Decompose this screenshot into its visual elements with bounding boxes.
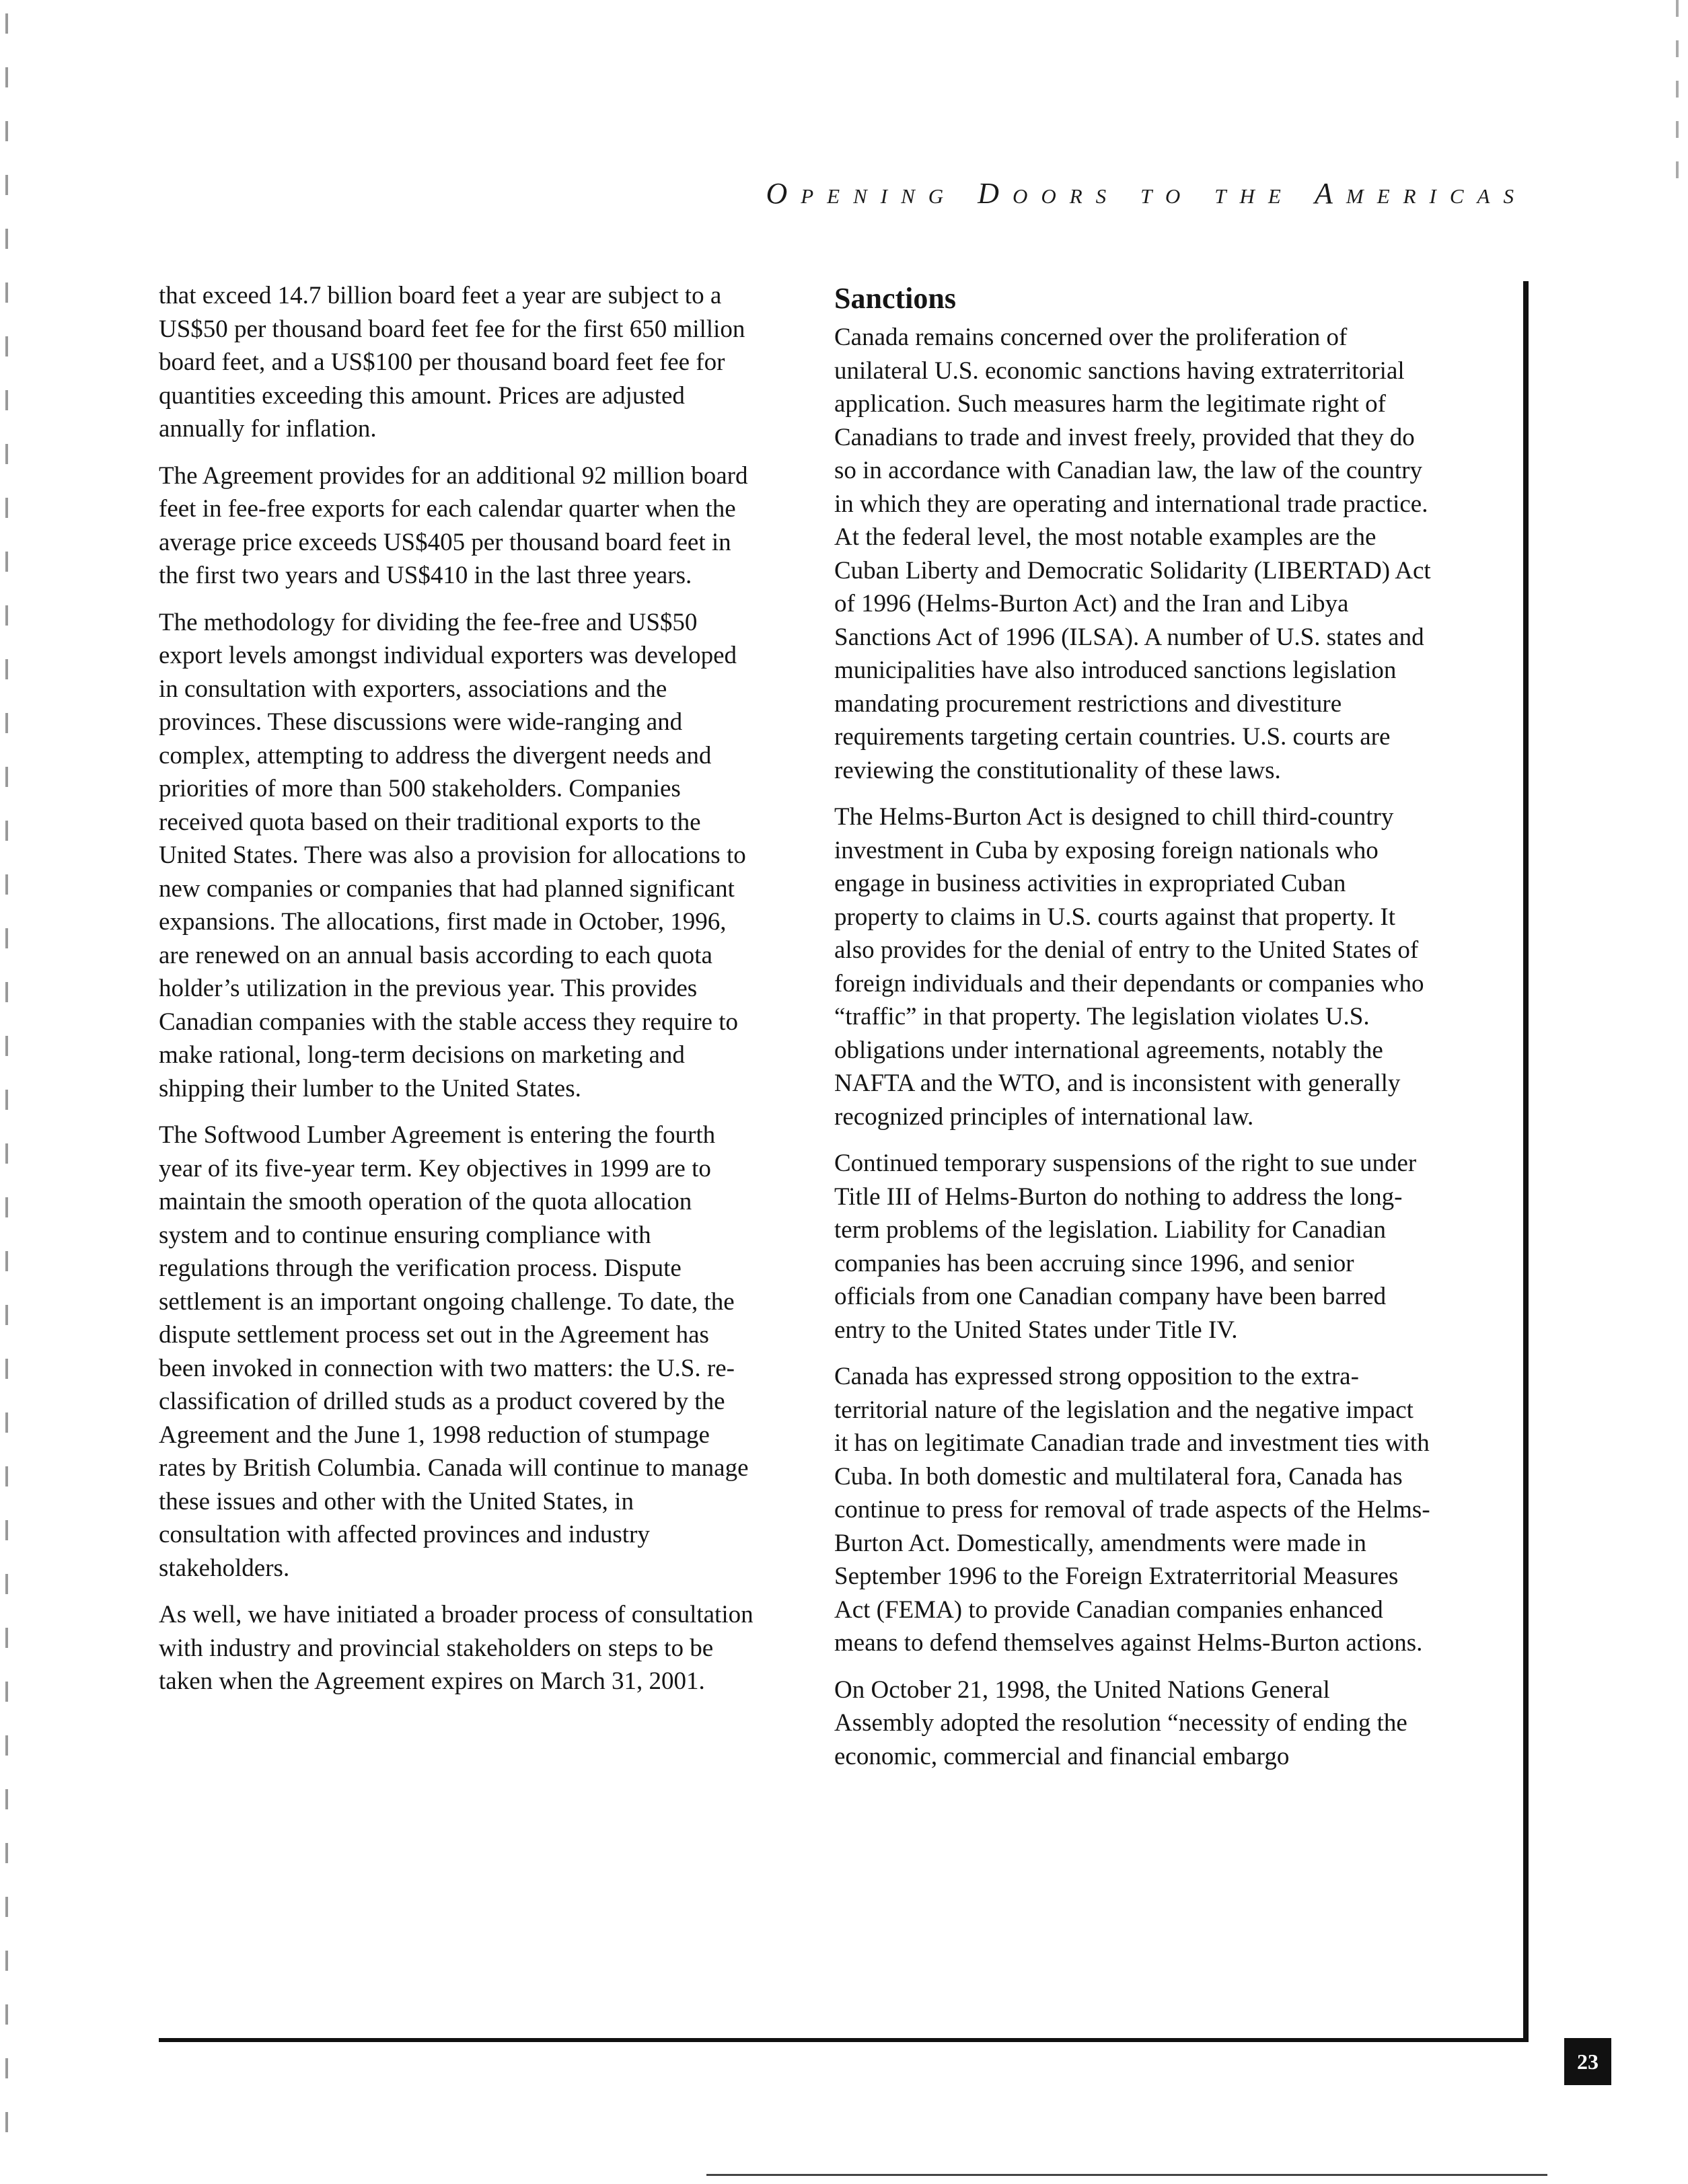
running-header: Opening Doors to the Americas xyxy=(766,177,1527,210)
bottom-rule xyxy=(159,2038,1529,2042)
paragraph: The methodology for dividing the fee-free and US$50 export levels amongst individual exporters was developed in consultation with exporters, associations and the provinces. These discussions were wide-ranging and complex, attempting to address the divergent needs and priorities of more than 500 stakeholders. Companies received quota based on their traditional exports to the United States. There was also a provision for allocations to new companies or companies that had planned significant expansions. The allocations, first made in October, 1996, are renewed on an annual basis according to each quota holder’s utilization in the previous year. This provides Canadian companies with the stable access they require to make rational, long-term decisions on marketing and shipping their lumber to the United States. xyxy=(159,608,746,1102)
paragraph: Continued temporary suspensions of the right to sue under Title III of Helms-Burton do nothing to address the long-term problems of the legislation. Liability for Canadian companies has been accruing since 1996, and senior officials from one Canadian company have been barred entry to the United States under Title IV. xyxy=(834,1150,1417,1344)
scan-edge-right xyxy=(1676,0,1679,202)
paragraph: The Helms-Burton Act is designed to chill third-country investment in Cuba by exposing foreign nationals who engage in business activities in expropriated Cuban property to claims in U.S. courts against that property. It also provides for the denial of entry to the United States of foreign individuals and their dependants or companies who “traffic” in that property. The legislation violates U.S. obligations under international agreements, notably the NAFTA and the WTO, and is inconsistent with generally recognized principles of international law. xyxy=(834,803,1424,1131)
paragraph: The Softwood Lumber Agreement is entering the fourth year of its five-year term. Key objectives in 1999 are to maintain the smooth operation of the quota allocation system and to continue ensuring compliance with regulations through the verification process. Dispute settlement is an important ongoing challenge. To date, the dispute settlement process set out in the Agreement has been invoked in connection with two matters: the U.S. re-classification of drilled studs as a product covered by the Agreement and the June 1, 1998 reduction of stumpage rates by British Columbia. Canada will continue to manage these issues and other with the United States, in consultation with affected provinces and industry stakeholders. xyxy=(159,1121,749,1582)
paragraph: On October 21, 1998, the United Nations General Assembly adopted the resolution “necessity of ending the economic, commercial and financial embargo xyxy=(834,1675,1407,1770)
section-heading: Sanctions xyxy=(834,282,956,315)
paragraph: As well, we have initiated a broader process of consultation with industry and provincial stakeholders on steps to be taken when the Agreement expires on March 31, 2001. xyxy=(159,1601,754,1695)
scan-edge-bottom xyxy=(706,2174,1547,2176)
paragraph: Canada has expressed strong opposition to the extra-territorial nature of the legislation and the negative impact it has on legitimate Canadian trade and investment ties with Cuba. In both domestic and multilateral fora, Canada has continue to press for removal of trade aspects of the Helms-Burton Act. Domestically, amendments were made in September 1996 to the Foreign Extraterritorial Measures Act (FEMA) to provide Canadian companies enhanced means to defend themselves against Helms-Burton actions. xyxy=(834,1363,1430,1657)
paragraph: that exceed 14.7 billion board feet a year are subject to a US$50 per thousand board feet fee for the first 650 million board feet, and a US$100 per thousand board feet fee for quantities exceeding this amount. Prices are adjusted annually for inflation. xyxy=(159,282,745,443)
paragraph: The Agreement provides for an additional 92 million board feet in fee-free exports for each calendar quarter when the average price exceeds US$405 per thousand board feet in the first two years and US$410 in the last three years. xyxy=(159,461,748,589)
page-number: 23 xyxy=(1564,2038,1611,2085)
scan-edge-left xyxy=(5,13,8,2166)
vertical-rule xyxy=(1523,281,1529,2040)
right-column xyxy=(834,279,1433,1786)
left-column xyxy=(159,279,758,1712)
paragraph: Canada remains concerned over the proliferation of unilateral U.S. economic sanctions having extraterritorial application. Such measures harm the legitimate right of Canadians to trade and invest freely, provided that they do so in accordance with Canadian law, the law of the country in which they are operating and international trade practice. At the federal level, the most notable examples are the Cuban Liberty and Democratic Solidarity (LIBERTAD) Act of 1996 (Helms-Burton Act) and the Iran and Libya Sanctions Act of 1996 (ILSA). A number of U.S. states and municipalities have also introduced sanctions legislation mandating procurement restrictions and divestiture requirements targeting certain countries. U.S. courts are reviewing the constitutionality of these laws. xyxy=(834,324,1431,784)
